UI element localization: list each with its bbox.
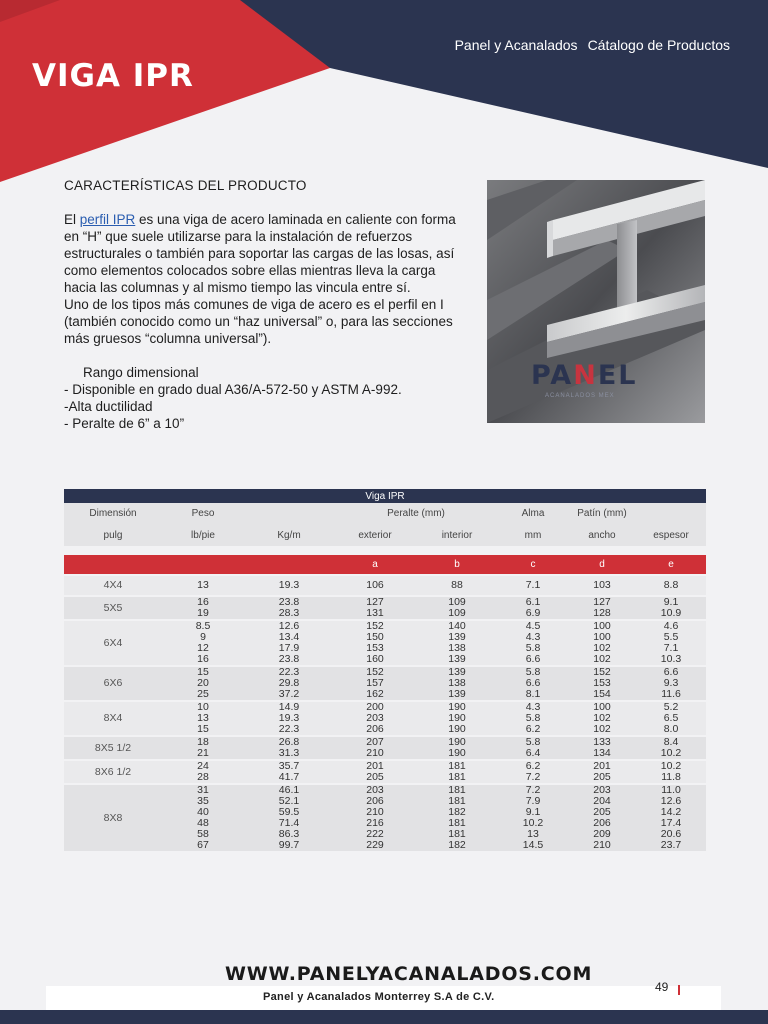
table-cell: 154 xyxy=(568,689,636,701)
table-cell: 102 xyxy=(568,643,636,654)
table-cell: 23.8 xyxy=(244,654,334,666)
table-cell: 190 xyxy=(416,736,498,748)
table-cell: 133 xyxy=(568,736,636,748)
table-cell: 15 xyxy=(162,666,244,678)
table-cell: 28.3 xyxy=(244,608,334,620)
table-cell: 7.1 xyxy=(636,643,706,654)
table-cell: 6.4 xyxy=(498,748,568,760)
description-paragraph-1 xyxy=(64,211,464,296)
table-cell: 205 xyxy=(568,772,636,784)
table-cell: 20.6 xyxy=(636,829,706,840)
footer-bar xyxy=(0,1010,768,1024)
table-cell: 190 xyxy=(416,748,498,760)
top-nav xyxy=(455,37,730,53)
table-cell: 21 xyxy=(162,748,244,760)
table-cell: 139 xyxy=(416,666,498,678)
table-cell: 5.2 xyxy=(636,701,706,713)
table-cell: 22.3 xyxy=(244,724,334,736)
table-cell: 100 xyxy=(568,701,636,713)
perfil-ipr-link[interactable]: perfil IPR xyxy=(79,212,136,227)
table-cell: 100 xyxy=(568,620,636,632)
header-banner xyxy=(0,0,768,200)
page-title: VIGA IPR xyxy=(32,58,194,94)
table-cell: 8.1 xyxy=(498,689,568,701)
table-cell: 138 xyxy=(416,643,498,654)
table-cell: 29.8 xyxy=(244,678,334,689)
table-cell: 182 xyxy=(416,840,498,851)
table-cell: 6.6 xyxy=(498,678,568,689)
dimension-cell: 5X5 xyxy=(64,596,162,620)
table-cell: 181 xyxy=(416,796,498,807)
table-cell: 37.2 xyxy=(244,689,334,701)
col-dimension: Dimensión xyxy=(64,503,162,524)
website-url[interactable]: WWW.PANELYACANALADOS.COM xyxy=(225,963,593,985)
product-description xyxy=(64,211,464,432)
table-cell: 102 xyxy=(568,654,636,666)
table-cell: 157 xyxy=(334,678,416,689)
table-cell: 12 xyxy=(162,643,244,654)
table-cell: 10.2 xyxy=(636,748,706,760)
table-cell: 4.5 xyxy=(498,620,568,632)
header-shapes xyxy=(0,0,768,200)
table-cell: 203 xyxy=(568,784,636,796)
table-cell: 11.0 xyxy=(636,784,706,796)
col-peralte: Peralte (mm) xyxy=(334,503,498,524)
table-row xyxy=(64,575,706,596)
table-cell: 14.5 xyxy=(498,840,568,851)
table-cell: 6.9 xyxy=(498,608,568,620)
table-cell: 10.2 xyxy=(636,760,706,772)
panel-logo: PANEL xyxy=(531,360,638,391)
table-cell: 4.6 xyxy=(636,620,706,632)
table-cell: 6.6 xyxy=(498,654,568,666)
table-cell: 203 xyxy=(334,713,416,724)
table-cell: 109 xyxy=(416,596,498,608)
bullet-2: -Alta ductilidad xyxy=(64,399,153,414)
table-cell: 204 xyxy=(568,796,636,807)
table-cell: 19.3 xyxy=(244,575,334,596)
dimension-cell: 4X4 xyxy=(64,575,162,596)
table-cell: 19.3 xyxy=(244,713,334,724)
table-cell: 190 xyxy=(416,724,498,736)
table-cell: 4.3 xyxy=(498,632,568,643)
table-cell: 207 xyxy=(334,736,416,748)
table-cell: 5.8 xyxy=(498,643,568,654)
table-cell: 131 xyxy=(334,608,416,620)
range-title: Rango dimensional xyxy=(83,365,199,380)
dimension-cell: 6X4 xyxy=(64,620,162,666)
table-cell: 13 xyxy=(162,575,244,596)
table-cell: 190 xyxy=(416,713,498,724)
table-cell: 153 xyxy=(568,678,636,689)
letter-e: e xyxy=(636,555,706,575)
table-cell: 127 xyxy=(568,596,636,608)
table-cell: 181 xyxy=(416,760,498,772)
table-cell: 52.1 xyxy=(244,796,334,807)
table-cell: 5.8 xyxy=(498,736,568,748)
viga-ipr-table xyxy=(64,489,706,851)
nav-catalogo[interactable]: Cátalogo de Productos xyxy=(587,37,730,53)
col-peso: Peso xyxy=(162,503,244,524)
table-cell: 102 xyxy=(568,724,636,736)
table-group xyxy=(64,620,706,666)
table-cell: 103 xyxy=(568,575,636,596)
table-cell: 14.9 xyxy=(244,701,334,713)
table-cell: 8.5 xyxy=(162,620,244,632)
table-cell: 181 xyxy=(416,829,498,840)
table-group xyxy=(64,736,706,760)
description-paragraph-2: Uno de los tipos más comunes de viga de acero es el perfil en I (también conocido como un “haz universal” o, para las secciones más gruesos “columna universal”). xyxy=(64,297,453,346)
table-cell: 28 xyxy=(162,772,244,784)
table-cell: 48 xyxy=(162,818,244,829)
table-cell: 5.8 xyxy=(498,713,568,724)
table-cell: 10.9 xyxy=(636,608,706,620)
letter-c: c xyxy=(498,555,568,575)
dimension-cell: 8X5 1/2 xyxy=(64,736,162,760)
table-cell: 6.6 xyxy=(636,666,706,678)
table-cell: 216 xyxy=(334,818,416,829)
spacer xyxy=(64,347,464,364)
table-cell: 8.4 xyxy=(636,736,706,748)
table-cell: 9.1 xyxy=(636,596,706,608)
table-group xyxy=(64,596,706,620)
table-cell: 12.6 xyxy=(636,796,706,807)
table-cell: 35 xyxy=(162,796,244,807)
table-cell: 24 xyxy=(162,760,244,772)
table-cell: 71.4 xyxy=(244,818,334,829)
table-cell: 41.7 xyxy=(244,772,334,784)
table-cell: 140 xyxy=(416,620,498,632)
sub-mm: mm xyxy=(498,524,568,546)
table-cell: 14.2 xyxy=(636,807,706,818)
table-cell: 139 xyxy=(416,632,498,643)
table-cell: 25 xyxy=(162,689,244,701)
table-cell: 205 xyxy=(568,807,636,818)
table-cell: 6.2 xyxy=(498,760,568,772)
letter-d: d xyxy=(568,555,636,575)
table-cell: 7.2 xyxy=(498,772,568,784)
table-cell: 106 xyxy=(334,575,416,596)
table-cell: 26.8 xyxy=(244,736,334,748)
table-cell: 11.6 xyxy=(636,689,706,701)
table-cell: 206 xyxy=(334,724,416,736)
table-cell: 46.1 xyxy=(244,784,334,796)
table-cell: 7.9 xyxy=(498,796,568,807)
table-group xyxy=(64,701,706,736)
table-cell: 13 xyxy=(162,713,244,724)
table-cell: 181 xyxy=(416,784,498,796)
panel-logo-subtitle: ACANALADOS MEX xyxy=(545,393,615,399)
table-cell: 210 xyxy=(334,748,416,760)
table-cell: 190 xyxy=(416,701,498,713)
page-marker xyxy=(678,985,680,995)
table-cell: 127 xyxy=(334,596,416,608)
table-cell: 9 xyxy=(162,632,244,643)
table-cell: 153 xyxy=(334,643,416,654)
table-cell: 6.5 xyxy=(636,713,706,724)
p1-prefix: El xyxy=(64,212,80,227)
table-cell: 205 xyxy=(334,772,416,784)
table-cell: 23.7 xyxy=(636,840,706,851)
table-cell: 20 xyxy=(162,678,244,689)
product-photo xyxy=(487,180,705,423)
table-cell: 109 xyxy=(416,608,498,620)
table-cell: 200 xyxy=(334,701,416,713)
table-cell: 31.3 xyxy=(244,748,334,760)
table-cell: 17.4 xyxy=(636,818,706,829)
nav-panel-acanalados[interactable]: Panel y Acanalados xyxy=(454,37,578,53)
sub-exterior: exterior xyxy=(334,524,416,546)
table-cell: 182 xyxy=(416,807,498,818)
table-cell: 5.8 xyxy=(498,666,568,678)
table-cell: 102 xyxy=(568,713,636,724)
table-group xyxy=(64,575,706,596)
dimension-cell: 8X4 xyxy=(64,701,162,736)
section-heading: CARACTERÍSTICAS DEL PRODUCTO xyxy=(64,178,307,193)
table-cell: 181 xyxy=(416,772,498,784)
letter-a: a xyxy=(334,555,416,575)
sub-kgm: Kg/m xyxy=(244,524,334,546)
col-patin: Patín (mm) xyxy=(568,503,636,524)
table-cell: 139 xyxy=(416,654,498,666)
table-cell: 210 xyxy=(334,807,416,818)
table-cell: 7.1 xyxy=(498,575,568,596)
table-cell: 40 xyxy=(162,807,244,818)
table-cell: 4.3 xyxy=(498,701,568,713)
table-cell: 13.4 xyxy=(244,632,334,643)
table-cell: 86.3 xyxy=(244,829,334,840)
table-cell: 9.3 xyxy=(636,678,706,689)
dimension-cell: 8X8 xyxy=(64,784,162,851)
table-group xyxy=(64,666,706,701)
table-cell: 13 xyxy=(498,829,568,840)
table-group xyxy=(64,784,706,851)
table-cell: 9.1 xyxy=(498,807,568,818)
table-cell: 22.3 xyxy=(244,666,334,678)
table-cell: 35.7 xyxy=(244,760,334,772)
table-title: Viga IPR xyxy=(64,489,706,503)
table-cell: 19 xyxy=(162,608,244,620)
table-cell: 206 xyxy=(334,796,416,807)
sub-lbpie: lb/pie xyxy=(162,524,244,546)
sub-interior: interior xyxy=(416,524,498,546)
page-number: 49 xyxy=(655,980,669,994)
table-cell: 222 xyxy=(334,829,416,840)
table-cell: 152 xyxy=(334,666,416,678)
col-alma: Alma xyxy=(498,503,568,524)
table-cell: 8.8 xyxy=(636,575,706,596)
table-cell: 23.8 xyxy=(244,596,334,608)
table-cell: 31 xyxy=(162,784,244,796)
table-cell: 160 xyxy=(334,654,416,666)
table-cell: 201 xyxy=(568,760,636,772)
table-cell: 152 xyxy=(334,620,416,632)
table-cell: 203 xyxy=(334,784,416,796)
table-cell: 209 xyxy=(568,829,636,840)
table-cell: 229 xyxy=(334,840,416,851)
table-cell: 18 xyxy=(162,736,244,748)
p1-rest: es una viga de acero laminada en caliente con forma en “H” que suele utilizarse para la instalación de refuerzos estructurales o también para soportar las cargas de las losas, así como elementos colocados sobre ellas mientras lleva la carga hacia las columnas y al mismo tiempo las vincula entre sí. xyxy=(64,212,456,295)
table-cell: 99.7 xyxy=(244,840,334,851)
table-group xyxy=(64,760,706,784)
table-cell: 16 xyxy=(162,596,244,608)
table-cell: 201 xyxy=(334,760,416,772)
table-cell: 16 xyxy=(162,654,244,666)
table-cell: 162 xyxy=(334,689,416,701)
table-cell: 150 xyxy=(334,632,416,643)
table-cell: 58 xyxy=(162,829,244,840)
table-cell: 88 xyxy=(416,575,498,596)
table-cell: 6.1 xyxy=(498,596,568,608)
bullet-1: - Disponible en grado dual A36/A-572-50 y ASTM A-992. xyxy=(64,382,402,397)
table-cell: 210 xyxy=(568,840,636,851)
table-cell: 11.8 xyxy=(636,772,706,784)
table-cell: 152 xyxy=(568,666,636,678)
table-cell: 206 xyxy=(568,818,636,829)
table-cell: 5.5 xyxy=(636,632,706,643)
table-cell: 10.2 xyxy=(498,818,568,829)
table-cell: 10.3 xyxy=(636,654,706,666)
letter-b: b xyxy=(416,555,498,575)
bullet-3: - Peralte de 6” a 10” xyxy=(64,416,185,431)
table-cell: 10 xyxy=(162,701,244,713)
table-cell: 12.6 xyxy=(244,620,334,632)
sub-pulg: pulg xyxy=(64,524,162,546)
table-cell: 138 xyxy=(416,678,498,689)
table-cell: 8.0 xyxy=(636,724,706,736)
table-cell: 7.2 xyxy=(498,784,568,796)
table-cell: 139 xyxy=(416,689,498,701)
sub-espesor: espesor xyxy=(636,524,706,546)
table-cell: 17.9 xyxy=(244,643,334,654)
table-cell: 59.5 xyxy=(244,807,334,818)
sub-ancho: ancho xyxy=(568,524,636,546)
company-name: Panel y Acanalados Monterrey S.A de C.V. xyxy=(263,991,495,1003)
table-cell: 67 xyxy=(162,840,244,851)
table-cell: 128 xyxy=(568,608,636,620)
table-cell: 15 xyxy=(162,724,244,736)
table-cell: 134 xyxy=(568,748,636,760)
table-cell: 100 xyxy=(568,632,636,643)
table-cell: 181 xyxy=(416,818,498,829)
dimension-cell: 8X6 1/2 xyxy=(64,760,162,784)
dimension-cell: 6X6 xyxy=(64,666,162,701)
table-cell: 6.2 xyxy=(498,724,568,736)
